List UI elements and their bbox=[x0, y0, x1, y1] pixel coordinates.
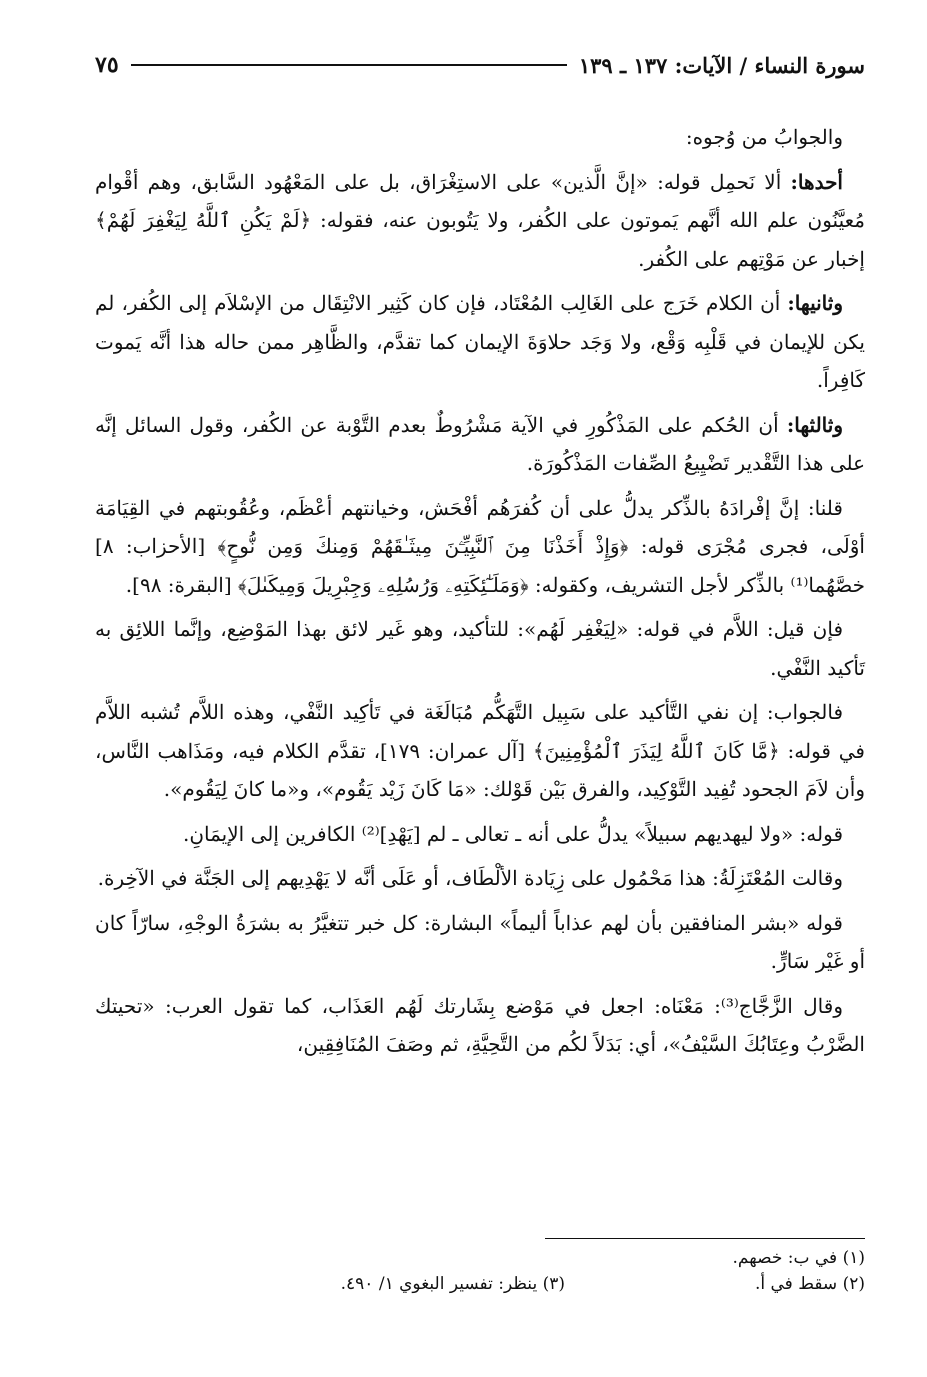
main-text bbox=[95, 118, 865, 1070]
page-number: ٧٥ bbox=[95, 52, 119, 78]
header-rule bbox=[131, 64, 567, 66]
page-header bbox=[95, 48, 865, 82]
paragraph-verse-guidance: قوله: «ولا ليهديهم سبيلاً» يدلُّ على أنه ـ تعالى ـ لم [يَهْدِ]⁽²⁾ الكافرين إلى الإيمَانِ. bbox=[182, 821, 843, 846]
running-title: سورة النساء / الآيات: ١٣٧ ـ ١٣٩ bbox=[578, 52, 865, 78]
paragraph-lead: أحدها: bbox=[790, 169, 843, 194]
paragraph-answer: قلنا: إنَّ إفْرادَهُ بالذِّكر يدلُّ على أن كُفرَهُم أفْحَش، وخيانتهم أعْظَم، وعُقُوبتهم في القِيَامَة أوْلَى، فجرى مُجْرَى قوله: ﴿وَإِذْ أَخَذْنَا مِنَ ٱلنَّبِيِّـۧنَ مِيثَـٰقَهُمْ وَمِنكَ وَمِن نُّوحٍ﴾ [الأحزاب: ٨] خصَّهُما⁽¹⁾ بالذِّكر لأجل التشريف، وكقوله: ﴿وَمَلَـٰٓئِكَتِهِۦ وَرُسُلِهِۦ وَجِبْرِيلَ وَمِيكَىٰلَ﴾ [البقرة: ٩٨]. bbox=[95, 495, 865, 597]
paragraph-text: أن الكلام خَرَج على الغَالِب المُعْتَاد، فإن كان كَثِير الانْتِقَال من الإسْلاَم إلى الكُفر، لم يكن للإيمان في قَلْبِه وَقْع، ولا وَجَد حلاوَةَ الإيمان كما تقدَّم، والظَّاهِر ممن حاله هذا أنَّه يَموت كَافِراً. bbox=[95, 291, 865, 392]
footnote-row bbox=[95, 1271, 865, 1297]
paragraph-objection: فإن قيل: اللاَّم في قوله: «لِيَغْفِر لَهُم»: للتأكيد، وهو غَير لائق بهذا المَوْضِع، وإنَّما اللائِق به تَأكيد النَّفْي. bbox=[95, 617, 865, 680]
footnote-row bbox=[95, 1245, 865, 1271]
footnotes bbox=[95, 1245, 865, 1297]
footnote-2: (٢) سقط في أ. bbox=[754, 1274, 865, 1294]
paragraph-lead: وثالثها: bbox=[786, 412, 843, 437]
paragraph-glad-tidings: قوله «بشر المنافقين بأن لهم عذاباً أليماً» البشارة: كل خبر تتغيَّرُ به بشرَةُ الوجْهِ، سارّاً كان أو غَيْر سَارٍّ. bbox=[95, 910, 865, 973]
paragraph-first-reason bbox=[95, 163, 865, 279]
footnote-divider bbox=[545, 1238, 865, 1239]
paragraph-mutazila: وقالت المُعْتَزِلَةُ: هذا مَحْمُول على زِيَادة الألْطَاف، أو عَلَى أنَّه لا يَهْدِيهم إلى الجَنَّة في الآخِرة. bbox=[97, 866, 843, 890]
paragraph-reply: فالجواب: إن نفي التَّأكيد على سَبِيل التَّهَكُّم مُبَالَغَة في تَأكِيد النَّفْي، وهذه اللاَّم تُشبه اللاَّم في قوله: ﴿مَّا كَانَ ٱللَّهُ لِيَذَرَ ٱلْمُؤْمِنِينَ﴾ [آل عمران: ١٧٩]، تقدَّم الكلام فيه، ومَذَاهب النَّاس، وأن لاَمَ الجحود تُفِيد التَّوْكِيد، والفرق بَيْن قَوْلك: «مَا كَانَ زَيْد يَقُوم»، و«ما كانَ لِيَقُوم». bbox=[95, 700, 865, 801]
page bbox=[95, 0, 865, 1377]
paragraph-text: والجوابُ من وُجوه: bbox=[685, 125, 843, 149]
footnote-1: (١) في ب: خصهم. bbox=[732, 1248, 865, 1268]
paragraph-lead: وثانيها: bbox=[787, 291, 843, 315]
footnote-3: (٣) ينظر: تفسير البغوي ١/ ٤٩٠. bbox=[340, 1274, 565, 1294]
paragraph-third-reason bbox=[95, 406, 865, 483]
paragraph-second-reason bbox=[95, 284, 865, 400]
paragraph-intro bbox=[95, 118, 865, 157]
paragraph-zajjaj: وقال الزَّجَّاج⁽³⁾: مَعْنَاه: اجعل في مَوْضع بِشَارتك لَهُم العَذَاب، كما تقول العرب: «تحيتك الضَّرْبُ وعِتَابُكَ السَّيْفُ»، أي: بَدَلاً لكُم من التَّحِيَّةِ، ثم وصَفَ المُنَافِقِين، bbox=[95, 993, 865, 1056]
paragraph-text: أن الحُكم على المَذْكُورِ في الآية مَشْرُوطٌ بعدم التَّوْبة عن الكُفر، وقول السائل إنَّه على هذا التَّقْدير تَضْيِيعُ الصِّفات المَذْكُورَة. bbox=[95, 412, 865, 475]
paragraph-text: ألا نَحمِل قوله: «إنَّ الَّذين» على الاستِغْرَاق، بل على المَعْهُود السَّابق، وهم أقْوام مُعيَّنُون علم الله أنَّهم يَموتون على الكُفر، ولا يَتُوبون عنه، فقوله: ﴿لَمْ يَكُنِ ٱللَّهُ لِيَغْفِرَ لَهُمْ﴾ إخبار عن مَوْتِهم على الكُفر. bbox=[95, 169, 865, 271]
